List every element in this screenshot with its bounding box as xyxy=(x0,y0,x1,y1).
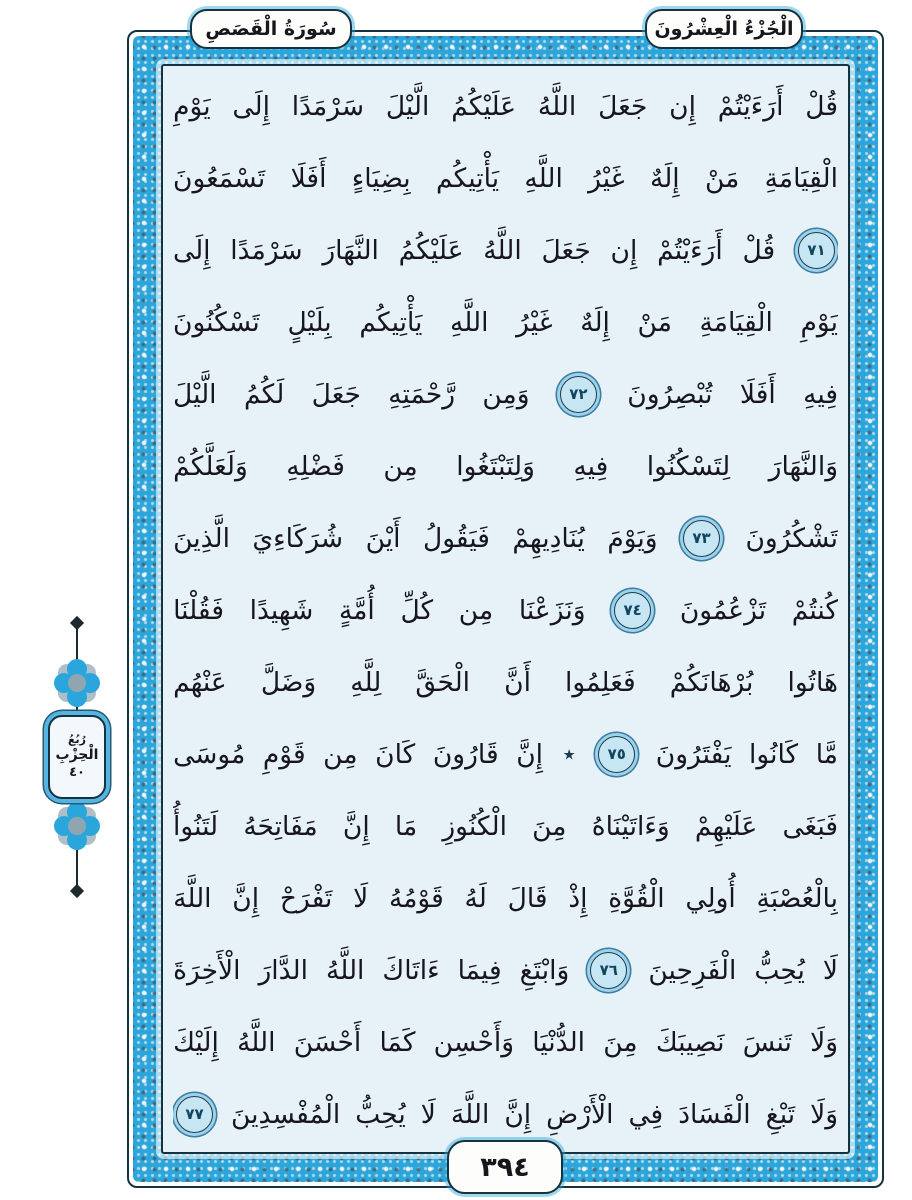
quran-line xyxy=(173,862,838,934)
quran-word: الَّيْلَ xyxy=(173,378,217,410)
verse-number-rosette-icon: ٧٥ xyxy=(598,736,635,773)
quran-word: يُحِبُّ xyxy=(355,1098,406,1130)
quran-line xyxy=(173,502,838,574)
quran-word: مَفَاتِحَهُ xyxy=(243,810,318,842)
verse-number-rosette-icon: ٧٢ xyxy=(560,376,597,413)
quran-word: اللَّهَ xyxy=(173,882,212,914)
quran-word: اللَّهِ xyxy=(524,162,563,194)
quran-word: تَزْعُمُونَ xyxy=(679,594,767,626)
quran-word: أَفَلَا xyxy=(290,162,327,194)
quran-line xyxy=(173,646,838,718)
quran-word: تَبْغِ xyxy=(765,1098,796,1130)
quran-word: إِلَيْكَ xyxy=(173,1026,219,1058)
quran-word: جَعَلَ xyxy=(598,90,648,122)
quran-word: إِلَهٌ xyxy=(580,306,610,338)
quran-word: الْقِيَامَةِ xyxy=(764,162,838,194)
quran-word: وَءَاتَيْنَاهُ xyxy=(591,810,670,842)
quran-word: وَلَا xyxy=(810,1026,838,1058)
verse-number-rosette-icon: ٧٧ xyxy=(176,1096,213,1133)
quran-word: جَعَلَ xyxy=(541,234,591,266)
quran-word: وَيَوْمَ xyxy=(607,522,658,554)
quran-word: الَّذِينَ xyxy=(173,522,230,554)
quran-word: لَكُمُ xyxy=(243,378,285,410)
quran-word: الْأَرْضِ xyxy=(546,1098,614,1130)
quran-word: أَحْسَنَ xyxy=(293,1026,362,1058)
quran-word: الْمُفْسِدِينَ xyxy=(231,1098,341,1130)
quran-word: غَيْرُ xyxy=(516,306,553,338)
quran-line xyxy=(173,214,838,286)
quran-line xyxy=(173,934,838,1006)
quran-word: أَفَلَا xyxy=(739,378,776,410)
quran-word: وَمِن xyxy=(482,378,530,410)
quran-word: فِي xyxy=(628,1098,664,1130)
quran-word: فِيهِ xyxy=(803,378,838,410)
quran-word: بِالْعُصْبَةِ xyxy=(756,882,838,914)
quran-word: كَانُوا xyxy=(749,738,799,770)
quran-word: فَقُلْنَا xyxy=(173,594,224,626)
quran-line xyxy=(173,430,838,502)
quran-word: فَبَغَى xyxy=(782,810,838,842)
quran-word: كَمَا xyxy=(379,1026,416,1058)
quran-line xyxy=(173,142,838,214)
quran-word: تُبْصِرُونَ xyxy=(627,378,713,410)
quran-word: بُرْهَانَكُمْ xyxy=(669,666,754,698)
quran-word: ءَاتَاكَ xyxy=(382,954,440,986)
quran-word: فِيمَا xyxy=(457,954,502,986)
quran-word: مُوسَى xyxy=(173,738,246,770)
hizb-number: ٤٠ xyxy=(69,764,85,780)
quran-word: الدَّارَ xyxy=(258,954,308,986)
quran-word: وَلَعَلَّكُمْ xyxy=(173,450,248,482)
quran-word: الْحَقَّ xyxy=(415,666,471,698)
quran-word: فَيَقُولُ xyxy=(422,522,490,554)
quran-text xyxy=(173,70,838,1150)
quran-line xyxy=(173,790,838,862)
quran-word: فَعَلِمُوا xyxy=(565,666,636,698)
quran-word: لَا xyxy=(353,882,369,914)
floral-ornament-icon xyxy=(68,674,86,692)
quran-word: قَالَ xyxy=(507,882,548,914)
quran-word: إِنَّ xyxy=(504,1098,532,1130)
quran-word: هَاتُوا xyxy=(787,666,838,698)
quran-word: يَوْمِ xyxy=(800,306,838,338)
quran-word: لَتَنُوأُ xyxy=(173,810,219,842)
quran-word: قُلْ xyxy=(805,90,838,122)
quran-word: اللَّهُ xyxy=(237,1026,276,1058)
quran-word: الَّيْلَ xyxy=(385,90,430,122)
quran-word: اللَّهُ xyxy=(483,234,522,266)
quran-word: سَرْمَدًا xyxy=(291,90,365,122)
quran-word: إِنَّ xyxy=(516,738,544,770)
quran-word: مِنَ xyxy=(603,1026,638,1058)
verse-number-rosette-icon: ٧٤ xyxy=(614,592,651,629)
page-number: ٣٩٤ xyxy=(480,1151,530,1183)
quran-word: الْفَسَادَ xyxy=(678,1098,751,1130)
quran-word: فِيهِ xyxy=(573,450,609,482)
diamond-finial-icon xyxy=(70,616,84,630)
quran-word: مَنْ xyxy=(637,306,672,338)
quran-word: مَنْ xyxy=(704,162,740,194)
quran-word: عَنْهُم xyxy=(173,666,227,698)
quran-word: مِن xyxy=(458,594,494,626)
quran-word: بِلَيْلٍ xyxy=(287,306,332,338)
quran-word: يَفْتَرُونَ xyxy=(655,738,732,770)
text-area xyxy=(161,64,850,1154)
hizb-quarter-marker xyxy=(0,612,130,902)
surah-label: سُورَةُ الْقَصَصِ xyxy=(205,18,337,40)
quran-word: سَرْمَدًا xyxy=(230,234,303,266)
quran-word: يُحِبُّ xyxy=(754,954,805,986)
quran-word: مِن xyxy=(323,738,358,770)
quran-word: الْأَخِرَةَ xyxy=(173,954,241,986)
rub-el-hizb-star-icon: ٭ xyxy=(562,740,576,768)
quran-word: الدُّنْيَا xyxy=(532,1026,586,1058)
quran-word: وَابْتَغِ xyxy=(519,954,570,986)
hizb-quarter-word: رُبُعُ xyxy=(68,733,86,747)
quran-word: تَسْكُنُونَ xyxy=(173,306,260,338)
quran-word: شَهِيدًا xyxy=(249,594,314,626)
quran-word: إِنَّ xyxy=(232,882,260,914)
quran-word: يَوْمِ xyxy=(173,90,211,122)
hizb-cartouche xyxy=(48,715,106,799)
quran-word: أَرَءَيْتُمْ xyxy=(657,234,723,266)
quran-word: لِلَّهِ xyxy=(350,666,382,698)
quran-word: أَنَّ xyxy=(504,666,531,698)
quran-word: يُنَادِيهِمْ xyxy=(512,522,585,554)
diamond-finial-icon xyxy=(70,884,84,898)
quran-line xyxy=(173,358,838,430)
quran-word: النَّهَارَ xyxy=(322,234,379,266)
quran-word: وَضَلَّ xyxy=(260,666,317,698)
quran-word: إِن xyxy=(669,90,696,122)
quran-line xyxy=(173,574,838,646)
quran-word: اللَّهَ xyxy=(450,1098,490,1130)
verse-number-rosette-icon: ٧١ xyxy=(798,232,835,269)
quran-word: إِلَى xyxy=(173,234,211,266)
quran-word: وَالنَّهَارَ xyxy=(768,450,838,482)
page-frame xyxy=(127,30,884,1188)
ornamental-border-band xyxy=(133,36,878,1182)
quran-word: اللَّهُ xyxy=(537,90,577,122)
quran-word: إِنَّ xyxy=(342,810,370,842)
quran-word: قَارُونَ xyxy=(432,738,499,770)
quran-word: لَا xyxy=(822,954,838,986)
quran-word: جَعَلَ xyxy=(311,378,361,410)
quran-word: لَهُ xyxy=(464,882,487,914)
quran-word: نَصِيبَكَ xyxy=(655,1026,725,1058)
quran-word: غَيْرُ xyxy=(588,162,625,194)
quran-word: الْقِيَامَةِ xyxy=(699,306,773,338)
quran-word: إِن xyxy=(610,234,638,266)
quran-word: عَلَيْكُمُ xyxy=(451,90,517,122)
quran-word: قُلْ xyxy=(742,234,776,266)
quran-word: مِن xyxy=(383,450,418,482)
quran-word: اللَّهُ xyxy=(325,954,365,986)
quran-line xyxy=(173,718,838,790)
quran-word: تَفْرَحْ xyxy=(279,882,333,914)
quran-word: إِذْ xyxy=(568,882,588,914)
quran-line xyxy=(173,70,838,142)
quran-word: الْقُوَّةِ xyxy=(608,882,665,914)
verse-number-rosette-icon: ٧٦ xyxy=(590,952,627,989)
quran-word: لِتَسْكُنُوا xyxy=(646,450,731,482)
quran-word: شُرَكَاءِيَ xyxy=(252,522,344,554)
juz-header-cartouche xyxy=(645,9,803,49)
quran-word: فَضْلِهِ xyxy=(286,450,345,482)
quran-word: مَا xyxy=(394,810,418,842)
verse-number-rosette-icon: ٧٣ xyxy=(683,520,720,557)
quran-word: اللَّهِ xyxy=(450,306,489,338)
quran-word: أَرَءَيْتُمْ xyxy=(717,90,784,122)
quran-word: قَوْمِ xyxy=(262,738,306,770)
quran-word: كُلِّ xyxy=(400,594,434,626)
quran-line xyxy=(173,1006,838,1078)
quran-word: رَّحْمَتِهِ xyxy=(388,378,455,410)
quran-word: إِلَهٌ xyxy=(649,162,680,194)
page-number-cartouche xyxy=(447,1140,563,1194)
surah-header-cartouche xyxy=(190,9,352,49)
quran-word: أُمَّةٍ xyxy=(339,594,375,626)
quran-word: مِنَ xyxy=(532,810,567,842)
quran-word: يَأْتِيكُم xyxy=(359,306,423,338)
quran-word: تَسْمَعُونَ xyxy=(173,162,266,194)
quran-word: عَلَيْهِمْ xyxy=(694,810,758,842)
quran-word: مَّا xyxy=(815,738,838,770)
quran-word: قَوْمُهُ xyxy=(389,882,444,914)
quran-word: وَلَا xyxy=(810,1098,838,1130)
quran-word: تَشْكُرُونَ xyxy=(745,522,838,554)
quran-word: تَنسَ xyxy=(742,1026,792,1058)
quran-word: لَا xyxy=(420,1098,436,1130)
quran-word: بِضِيَاءٍ xyxy=(351,162,411,194)
quran-line xyxy=(173,286,838,358)
hizb-word: الْحِزْبِ xyxy=(55,747,99,763)
quran-word: وَنَزَعْنَا xyxy=(518,594,586,626)
quran-word: كُنتُمْ xyxy=(791,594,838,626)
juz-label: الْجُزْءُ الْعِشْرُونَ xyxy=(654,18,794,40)
quran-word: وَلِتَبْتَغُوا xyxy=(456,450,535,482)
quran-word: الْكُنُوزِ xyxy=(442,810,507,842)
quran-word: إِلَى xyxy=(232,90,270,122)
quran-word: يَأْتِيكُم xyxy=(436,162,500,194)
quran-word: الْفَرِحِينَ xyxy=(648,954,737,986)
quran-word: وَأَحْسِن xyxy=(433,1026,515,1058)
quran-word: أُولِي xyxy=(685,882,736,914)
floral-ornament-icon xyxy=(68,817,86,835)
quran-word: كَانَ xyxy=(375,738,416,770)
quran-word: أَيْنَ xyxy=(365,522,401,554)
quran-word: عَلَيْكُمُ xyxy=(398,234,464,266)
